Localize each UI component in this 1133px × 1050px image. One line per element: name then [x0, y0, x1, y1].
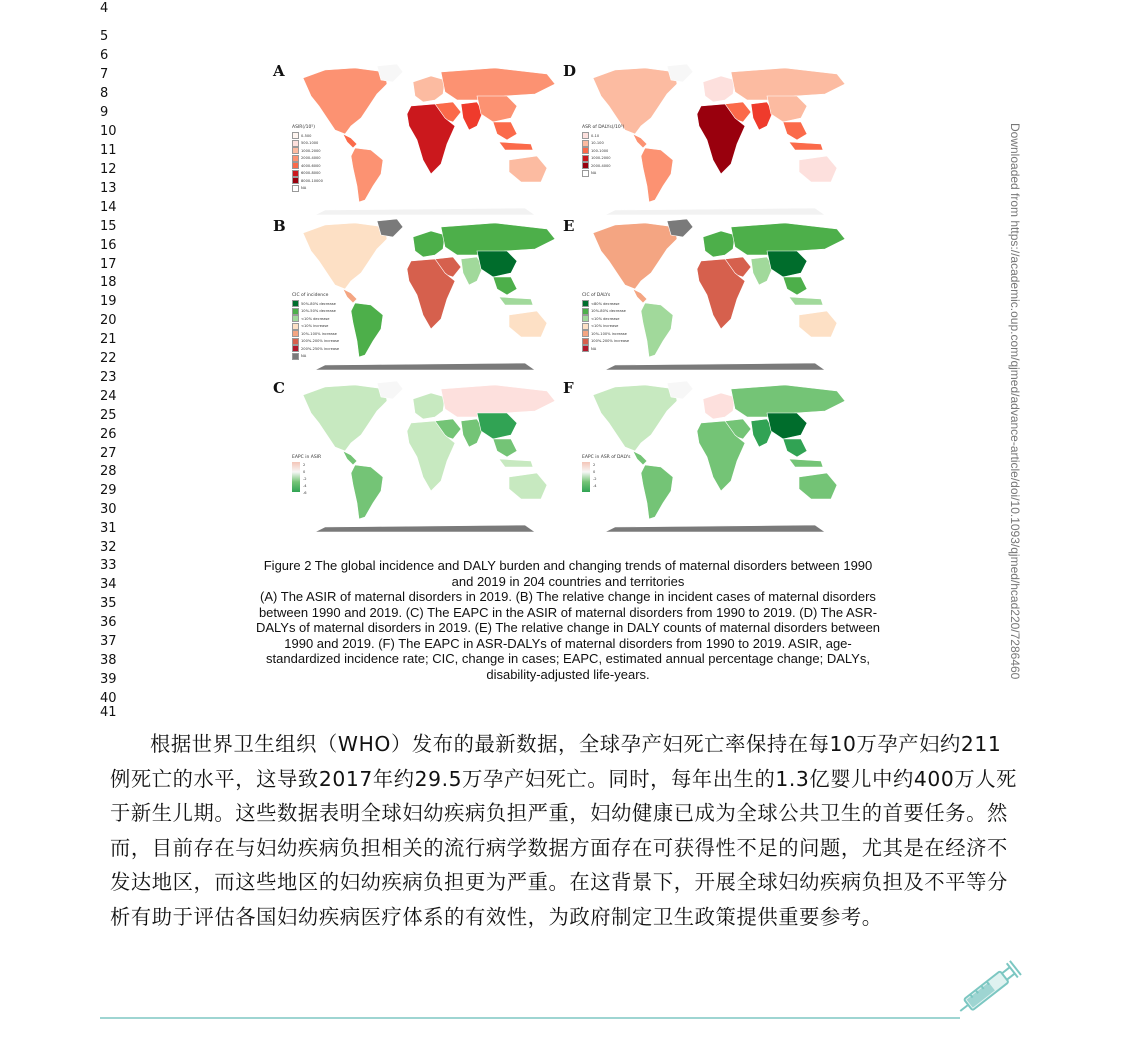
legend-title: EAPC in ASR of DALYs: [582, 455, 631, 460]
legend-entry: [292, 162, 323, 170]
legend-label: <10% increase: [591, 324, 619, 329]
line-number: 33: [100, 558, 117, 573]
legend-entry: [582, 323, 629, 331]
region-shape: [605, 525, 825, 532]
region-shape: [509, 311, 547, 337]
legend-swatch: [582, 323, 589, 330]
legend-entry: [292, 155, 323, 163]
line-number: 23: [100, 370, 117, 385]
map-legend: [292, 293, 339, 360]
legend-entry: [292, 353, 339, 361]
legend-label: 100%-200% increase: [591, 339, 630, 344]
legend-swatch: [292, 162, 299, 169]
world-map: [285, 377, 565, 532]
map-legend: [582, 293, 629, 353]
region-shape: [477, 96, 517, 122]
line-number: 24: [100, 389, 117, 404]
map-legend: [582, 455, 630, 492]
panel-label: E: [563, 217, 575, 235]
region-shape: [799, 311, 837, 337]
line-number: 32: [100, 540, 117, 555]
line-number: 9: [100, 105, 109, 120]
legend-entry: [582, 170, 624, 178]
region-shape: [477, 413, 517, 439]
line-number: 15: [100, 219, 117, 234]
region-shape: [633, 289, 647, 303]
legend-swatch: [582, 155, 589, 162]
legend-swatch: [292, 300, 299, 307]
caption-line: between 1990 and 2019. (C) The EAPC in the ASIR of maternal disorders from 1990 to 2019. (D) The ASR-: [258, 604, 878, 620]
region-shape: [783, 122, 807, 140]
legend-label: 500-1000: [301, 141, 319, 146]
legend-swatch: [582, 147, 589, 154]
region-shape: [413, 76, 445, 102]
legend-gradient: [582, 462, 590, 492]
line-number: 5: [100, 29, 109, 44]
legend-entry: [582, 345, 629, 353]
region-shape: [783, 439, 807, 457]
caption-line: Figure 2 The global incidence and DALY burden and changing trends of maternal disorders between 1990: [263, 558, 873, 573]
download-watermark: [1008, 123, 1022, 703]
legend-label: <10% increase: [301, 324, 329, 329]
legend-entry: [292, 323, 339, 331]
legend-entry: [292, 132, 323, 140]
line-number: 30: [100, 502, 117, 517]
legend-entry: [582, 155, 624, 163]
legend-label: NA: [591, 346, 597, 351]
region-shape: [303, 223, 387, 289]
line-number: 4: [100, 1, 109, 16]
map-panel-d: [565, 60, 855, 215]
legend-entry: [292, 170, 323, 178]
legend-label: <10% decrease: [301, 316, 330, 321]
region-shape: [351, 465, 383, 519]
line-number: 12: [100, 162, 117, 177]
legend-label: <10% decrease: [591, 316, 620, 321]
legend-swatch: [292, 140, 299, 147]
legend-tick: -4: [303, 484, 307, 488]
region-shape: [731, 223, 845, 255]
region-shape: [767, 96, 807, 122]
region-shape: [377, 219, 403, 237]
region-shape: [351, 148, 383, 202]
region-shape: [767, 413, 807, 439]
legend-ticks: [303, 462, 307, 497]
legend-tick: 0: [303, 470, 306, 474]
legend-label: NA: [301, 354, 307, 359]
line-number: 29: [100, 483, 117, 498]
line-number: 13: [100, 181, 117, 196]
region-shape: [477, 251, 517, 277]
line-number: 27: [100, 446, 117, 461]
legend-entry: [582, 330, 629, 338]
legend-title: ASIR(/10⁵): [292, 125, 315, 130]
region-shape: [767, 251, 807, 277]
line-number: 34: [100, 577, 117, 592]
caption-line: (A) The ASIR of maternal disorders in 2019. (B) The relative change in incident cases of maternal disorders: [260, 589, 876, 604]
line-number: 39: [100, 672, 117, 687]
region-shape: [703, 393, 735, 419]
legend-label: 10-100: [591, 141, 604, 146]
caption-line: and 2019 in 204 countries and territories: [451, 573, 685, 589]
legend-swatch: [292, 147, 299, 154]
legend-swatch: [582, 338, 589, 345]
legend-label: NA: [591, 171, 597, 176]
line-number: 38: [100, 653, 117, 668]
legend-swatch: [292, 170, 299, 177]
legend-swatch: [292, 185, 299, 192]
region-shape: [315, 363, 535, 370]
legend-swatch: [582, 170, 589, 177]
legend-label: 6000-8000: [301, 171, 321, 176]
legend-gradient: [292, 462, 300, 492]
legend-label: 2000-4000: [301, 156, 321, 161]
line-number: 22: [100, 351, 117, 366]
region-shape: [315, 525, 535, 532]
region-shape: [783, 277, 807, 295]
legend-entry: [292, 140, 323, 148]
caption-line: disability-adjusted life-years.: [486, 666, 650, 682]
line-number: 40: [100, 691, 117, 706]
legend-label: 10%-50% decrease: [301, 309, 336, 314]
legend-label: 10%-100% increase: [301, 331, 337, 336]
line-number: 36: [100, 615, 117, 630]
legend-swatch: [292, 177, 299, 184]
map-legend: [292, 455, 322, 495]
legend-swatch: [292, 345, 299, 352]
legend-title: CIC of DALYs: [582, 293, 611, 298]
panel-label: B: [273, 217, 286, 235]
region-shape: [377, 381, 403, 399]
region-shape: [667, 219, 693, 237]
line-number: 28: [100, 464, 117, 479]
region-shape: [509, 156, 547, 182]
legend-swatch: [582, 140, 589, 147]
map-panel-b: [275, 215, 565, 370]
legend-swatch: [292, 323, 299, 330]
legend-swatch: [582, 300, 589, 307]
legend-entry: [292, 300, 339, 308]
map-panel-a: [275, 60, 565, 215]
region-shape: [731, 68, 845, 100]
panel-label: D: [563, 62, 577, 80]
caption-line: standardized incidence rate; CIC, change in cases; EAPC, estimated annual percentage change; DALYs,: [266, 651, 870, 666]
region-shape: [413, 231, 445, 257]
region-shape: [493, 277, 517, 295]
legend-label: 8000-10000: [301, 178, 323, 183]
region-shape: [789, 142, 823, 150]
legend-label: 100-1000: [591, 148, 609, 153]
legend-label: 200%-250% increase: [301, 346, 340, 351]
legend-tick: 2: [593, 463, 596, 467]
legend-entry: [582, 308, 629, 316]
legend-swatch: [582, 330, 589, 337]
line-number: 7: [100, 67, 109, 82]
line-number: 11: [100, 143, 117, 158]
line-number: 16: [100, 238, 117, 253]
legend-label: 1000-2000: [591, 156, 611, 161]
region-shape: [641, 148, 673, 202]
line-number: 37: [100, 634, 117, 649]
legend-swatch: [582, 162, 589, 169]
legend-label: NA: [301, 186, 307, 191]
region-shape: [509, 473, 547, 499]
legend-entry: [292, 345, 339, 353]
legend-swatch: [292, 308, 299, 315]
legend-entry: [582, 338, 629, 346]
map-legend: [582, 125, 624, 177]
legend-label: 1000-2000: [301, 148, 321, 153]
region-shape: [593, 223, 677, 289]
legend-label: 10%-80% decrease: [591, 309, 626, 314]
region-shape: [441, 223, 555, 255]
region-shape: [377, 64, 403, 82]
region-shape: [605, 363, 825, 370]
region-shape: [413, 393, 445, 419]
legend-ticks: [593, 462, 597, 490]
legend-label: 4000-6000: [301, 163, 321, 168]
line-number: 25: [100, 408, 117, 423]
legend-label: 2000-4000: [591, 163, 611, 168]
region-shape: [493, 439, 517, 457]
legend-swatch: [292, 330, 299, 337]
legend-tick: -2: [303, 477, 307, 481]
line-number: 26: [100, 427, 117, 442]
legend-swatch: [292, 353, 299, 360]
region-shape: [441, 385, 555, 417]
region-shape: [789, 459, 823, 467]
legend-entry: [292, 185, 323, 193]
line-number: 17: [100, 257, 117, 272]
footer-divider: [100, 1017, 960, 1019]
legend-swatch: [292, 315, 299, 322]
line-number: 8: [100, 86, 109, 101]
region-shape: [703, 76, 735, 102]
figure-caption: [200, 558, 936, 682]
region-shape: [667, 64, 693, 82]
line-number: 10: [100, 124, 117, 139]
legend-entry: [292, 177, 323, 185]
legend-entry: [582, 140, 624, 148]
line-number: 21: [100, 332, 117, 347]
map-panel-e: [565, 215, 855, 370]
legend-entry: [582, 147, 624, 155]
region-shape: [303, 385, 387, 451]
region-shape: [789, 297, 823, 305]
legend-swatch: [292, 155, 299, 162]
legend-swatch: [292, 338, 299, 345]
legend-swatch: [292, 132, 299, 139]
region-shape: [493, 122, 517, 140]
line-number: 35: [100, 596, 117, 611]
caption-line: DALYs of maternal disorders in 2019. (E) The relative change in DALY counts of maternal disorders between: [255, 620, 881, 635]
legend-tick: 2: [303, 463, 306, 467]
region-shape: [703, 231, 735, 257]
legend-entry: [292, 330, 339, 338]
legend-tick: -6: [303, 491, 307, 495]
caption-line: 1990 and 2019. (F) The EAPC in ASR-DALYs of maternal disorders from 1990 to 2019. ASIR, age-: [284, 635, 852, 651]
region-shape: [641, 303, 673, 357]
legend-tick: 0: [593, 470, 596, 474]
region-shape: [667, 381, 693, 399]
region-shape: [499, 297, 533, 305]
region-shape: [441, 68, 555, 100]
line-number: 20: [100, 313, 117, 328]
legend-entry: [582, 132, 624, 140]
region-shape: [633, 134, 647, 148]
body-paragraph: [110, 727, 1020, 934]
legend-swatch: [582, 345, 589, 352]
line-number: 18: [100, 275, 117, 290]
syringe-icon: [950, 950, 1032, 1025]
map-panel-f: [565, 377, 855, 532]
legend-swatch: [582, 315, 589, 322]
legend-title: EAPC in ASIR: [292, 455, 322, 460]
line-number: 19: [100, 294, 117, 309]
legend-entry: [582, 300, 629, 308]
legend-swatch: [582, 308, 589, 315]
region-shape: [799, 156, 837, 182]
region-shape: [343, 289, 357, 303]
paragraph-text: 根据世界卫生组织（WHO）发布的最新数据，全球孕产妇死亡率保持在每10万孕产妇约211例死亡的水平，这导致2017年约29.5万孕产妇死亡。同时，每年出生的1.3亿婴儿中约400万人死于新生儿期。这些数据表明全球妇幼疾病负担严重，妇幼健康已成为全球公共卫生的首要任务。然而，目前存在与妇幼疾病负担相关的流行病学数据方面存在可获得性不足的问题，尤其是在经济不发达地区，而这些地区的妇幼疾病负担更为严重。在这背景下，开展全球妇幼疾病负担及不平等分析有助于评估各国妇幼疾病医疗体系的有效性，为政府制定卫生政策提供重要参考。: [110, 732, 1017, 929]
region-shape: [499, 459, 533, 467]
legend-entry: [292, 338, 339, 346]
region-shape: [343, 451, 357, 465]
map-panel-c: [275, 377, 565, 532]
world-map: [285, 60, 565, 215]
legend-entry: [292, 147, 323, 155]
legend-entry: [292, 308, 339, 316]
panel-label: A: [273, 62, 285, 80]
legend-label: 0-500: [301, 133, 312, 138]
legend-label: 10%-100% increase: [591, 331, 627, 336]
figure-2-maps: [270, 55, 850, 540]
panel-label: C: [273, 379, 285, 397]
line-number: 41: [100, 705, 117, 720]
legend-swatch: [582, 132, 589, 139]
legend-title: CIC of incidence: [292, 293, 329, 298]
line-number: 31: [100, 521, 117, 536]
legend-label: 50%-80% decrease: [301, 301, 336, 306]
region-shape: [343, 134, 357, 148]
region-shape: [499, 142, 533, 150]
region-shape: [641, 465, 673, 519]
line-number: 14: [100, 200, 117, 215]
legend-title: ASR of DALYs(/10⁵): [582, 125, 625, 130]
legend-label: 0-10: [591, 133, 600, 138]
region-shape: [351, 303, 383, 357]
legend-entry: [292, 315, 339, 323]
line-number: 6: [100, 48, 109, 63]
legend-tick: -4: [593, 484, 597, 488]
watermark-text: Downloaded from https://academic.oup.com/qjmed/advance-article/doi/10.1093/qjmed/hcad220/7286460: [1008, 123, 1022, 680]
region-shape: [799, 473, 837, 499]
region-shape: [605, 208, 825, 215]
legend-entry: [582, 162, 624, 170]
region-shape: [633, 451, 647, 465]
legend-label: <80% decrease: [591, 301, 620, 306]
region-shape: [315, 208, 535, 215]
map-legend: [292, 125, 323, 192]
region-shape: [593, 385, 677, 451]
legend-entry: [582, 315, 629, 323]
legend-tick: -2: [593, 477, 597, 481]
legend-label: 100%-200% increase: [301, 339, 340, 344]
panel-label: F: [563, 379, 574, 397]
region-shape: [731, 385, 845, 417]
